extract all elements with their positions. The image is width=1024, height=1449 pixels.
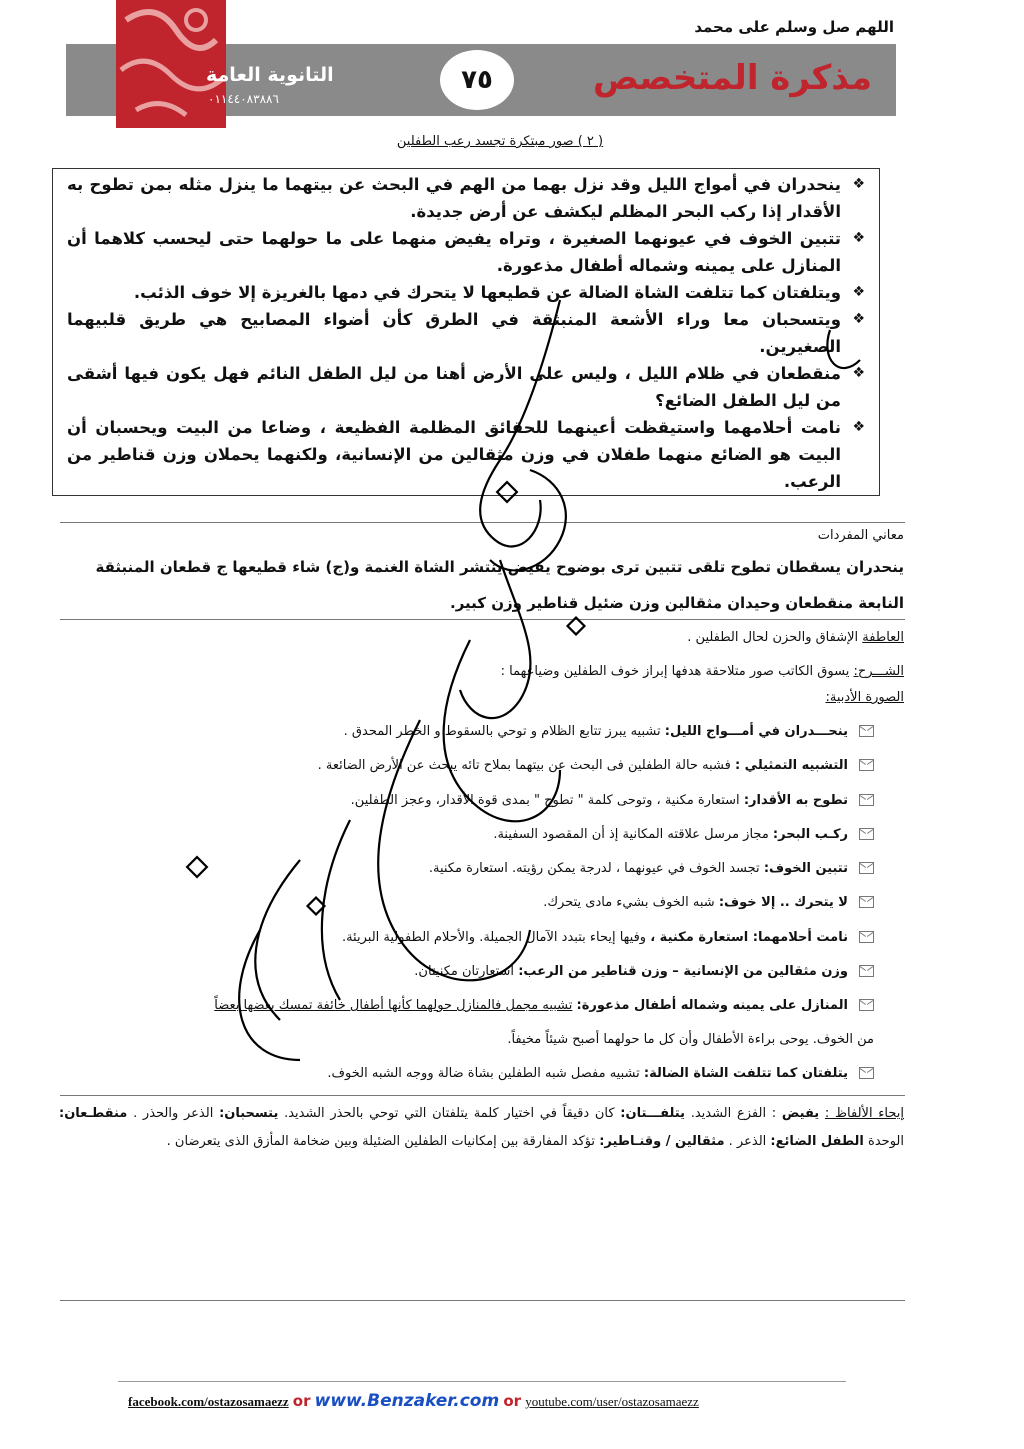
box-item: ❖ ويتلفتان كما تتلفت الشاة الضالة عن قطيعها لا يتحرك في دمها بالغريزة إلا خوف الذئب. — [67, 279, 865, 306]
explanation-label: الشـــرح: — [853, 664, 904, 679]
section-title: ( ٢ ) صور مبتكرة تجسد رعب الطفلين — [396, 134, 604, 149]
figure-item: لا يتحرك .. إلا خوف: شبه الخوف بشيء مادى يتحرك. — [84, 895, 874, 910]
figure-item: ركـب البحر: مجاز مرسل علاقته المكانية إذ أن المقصود السفينة. — [84, 827, 874, 842]
box-item: ❖ تتبين الخوف في عيونهما الصغيرة ، وتراه يفيض منهما على ما حولهما حتى ليحسب كلاهما أن المنازل على يمينه وشماله أطفال مذعورة. — [67, 225, 865, 279]
figure-item: ينحـــدران في أمـــواج الليل: تشبيه يبرز تتابع الظلام و توحي بالسقوط و الخطر المحدق . — [84, 724, 874, 739]
series-name: التانوية العامة — [206, 64, 334, 86]
vocab-line: ينحدران يسقطان تطوح تلقى تتبين ترى بوضوح يفيض ينتشر الشاة الغنمة و(ج) شاء قطيعها ج قطعان المنبثقة — [95, 558, 904, 576]
or-separator: or — [292, 1392, 311, 1410]
envelope-icon — [859, 725, 874, 737]
envelope-icon — [859, 896, 874, 908]
box-item: ❖ ويتسحبان معا وراء الأشعة المنبثقة في الطرق كأن أضواء المصابيح هي طريق قلبيهما الصغيرين. — [67, 306, 865, 360]
diamond-bullet-icon: ❖ — [852, 365, 865, 381]
figure-item: وزن مثقالين من الإنسانية – وزن قناطير من الرعب: استعارتان مكنيتان. — [84, 964, 874, 979]
box-item: ❖ ينحدران في أمواج الليل وقد نزل بهما من الهم في البحث عن بيتهما ما ينزل مثله بمن تطوح به الأقدار إذا ركب البحر المظلم ليكشف عن أرض جديدة. — [67, 171, 865, 225]
figure-item: تتبين الخوف: تجسد الخوف في عيونهما ، لدرجة يمكن رؤيته. استعارة مكنية. — [84, 861, 874, 876]
vocab-line: النابعة منقطعان وحيدان مثقالين وزن ضئيل قناطير وزن كبير. — [450, 594, 904, 612]
explanation — [64, 664, 904, 679]
facebook-link[interactable]: facebook.com/ostazosamaezz — [128, 1394, 289, 1409]
header-prayer: اللهم صل وسلم على محمد — [694, 18, 894, 36]
figure-item: المنازل على يمينه وشماله أطفال مذعورة: تشبيه مجمل فالمنازل حولهما كأنها أطفال خائفة تمسك بعضها بعضاً — [84, 998, 874, 1013]
box-item: ❖ منقطعان في ظلام الليل ، وليس على الأرض أهنا من ليل الطفل النائم فهل يكون فيها أشقى من ليل الطفل الضائع؟ — [67, 360, 865, 414]
footer-divider — [118, 1381, 846, 1382]
explanation-text: يسوق الكاتب صور متلاحقة هدفها إبراز خوف الطفلين وضياعهما : — [500, 664, 850, 679]
envelope-icon — [859, 862, 874, 874]
envelope-icon — [859, 794, 874, 806]
envelope-icon — [859, 999, 874, 1011]
diamond-bullet-icon: ❖ — [852, 419, 865, 435]
diamond-bullet-icon: ❖ — [852, 176, 865, 192]
envelope-icon — [859, 965, 874, 977]
envelope-icon — [859, 1067, 874, 1079]
figure-item: التشبيه التمثيلي : فشبه حالة الطفلين فى البحث عن بيتهما بملاح تائه يبحث عن الأرض الضائعة . — [84, 758, 874, 773]
emotion — [64, 630, 904, 645]
box-item: ❖ نامت أحلامهما واستيقظت أعينهما للحقائق المظلمة الفظيعة ، وضاعا من البيت ويحسبان أن البيت هو الضائع منهما طفلان في وزن مثقالين من الإنسانية، ولكنهما يحملان وزن قناطير من الرعب. — [67, 414, 865, 495]
figure-item: يتلفتان كما تتلفت الشاة الضالة: تشبيه مفصل شبه الطفلين بشاة ضالة ووجه الشبه الخوف. — [84, 1066, 874, 1081]
page-number: ٧٥ — [440, 50, 514, 110]
website-link[interactable]: www.Benzaker.com — [314, 1391, 500, 1411]
or-separator: or — [503, 1392, 522, 1410]
footer — [128, 1391, 699, 1411]
book-title: مذكرة المتخصص — [592, 58, 872, 98]
figure-continuation: من الخوف. يوحى براءة الأطفال وأن كل ما حولهما أصبح شيئاً مخيفاً. — [507, 1032, 874, 1047]
diamond-bullet-icon: ❖ — [852, 230, 865, 246]
divider — [60, 1095, 905, 1096]
youtube-link[interactable]: youtube.com/user/ostazosamaezz — [525, 1394, 699, 1409]
envelope-icon — [859, 828, 874, 840]
text-box — [52, 168, 880, 496]
figure-item: تطوح به الأقدار: استعارة مكنية ، وتوحى كلمة " تطوح " بمدى قوة الأقدار، وعجز الطفلين. — [84, 793, 874, 808]
vocab-heading: معاني المفردات — [817, 528, 904, 543]
emotion-label: العاطفة — [862, 630, 904, 645]
phone-number: ٠١١٤٤٠٨٣٨٨٦ — [208, 92, 279, 106]
divider — [60, 619, 905, 620]
figure-item: نامت أحلامهما: استعارة مكنية ، وفيها إيحاء بتبدد الآمال الجميلة. والأحلام الطفولية البريئة. — [84, 930, 874, 945]
emotion-text: الإشفاق والحزن لحال الطفلين . — [687, 630, 859, 645]
divider — [60, 522, 905, 523]
images-heading: الصورة الأدبية: — [825, 690, 904, 705]
envelope-icon — [859, 759, 874, 771]
diamond-bullet-icon: ❖ — [852, 284, 865, 300]
divider — [60, 1300, 905, 1301]
diamond-bullet-icon: ❖ — [852, 311, 865, 327]
header-banner — [66, 44, 896, 116]
envelope-icon — [859, 931, 874, 943]
word-connotations: إيحاء الألفاظ : يفيض : الفزع الشديد. يتلفـــتان: كان دقيقاً في اختيار كلمة يتلفتان التي توحي بالحذر الشديد. يتسحبان: الذعر والحذر . منقطـعان: الوحدة الطفل الضائع: الذعر . مثقالين / وقنـاطير: تؤكد المفارقة بين إمكانيات الطفلين الضئيلة وبين ضخامة المأزق الذى يتعرضان . — [59, 1106, 904, 1149]
